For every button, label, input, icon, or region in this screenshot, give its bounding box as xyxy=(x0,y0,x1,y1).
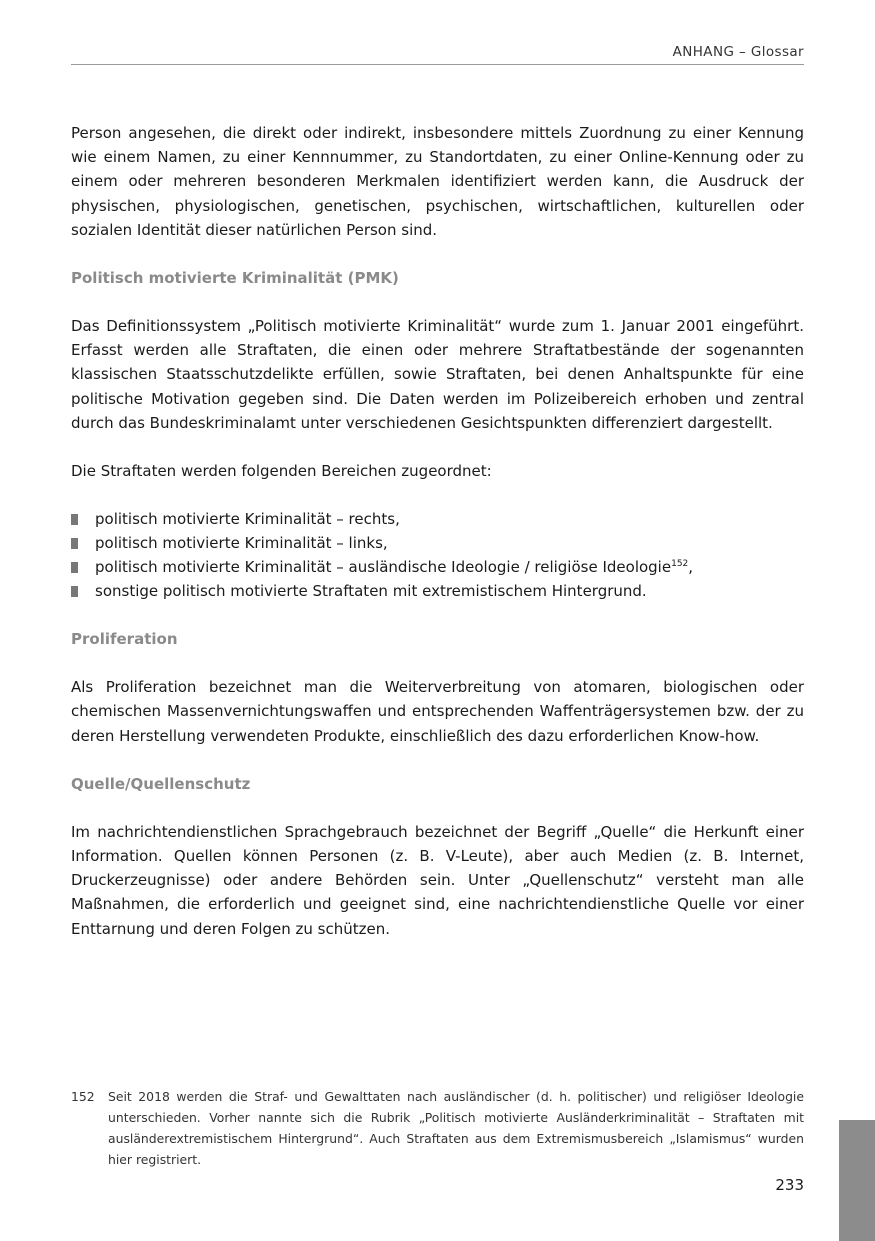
bullet-text: politisch motivierte Kriminalität – ausländische Ideologie / religiöse Ideologie xyxy=(95,558,672,577)
pmk-bullet-list xyxy=(71,507,804,603)
footnote-reference[interactable]: 152 xyxy=(671,559,689,570)
quelle-paragraph: Im nachrichtendienstlichen Sprachgebrauch bezeichnet der Begriff „Quelle“ die Herkunft einer Information. Quellen können Personen (z. B. V-Leute), aber auch Medien (z. B. Internet, Druckerzeugnisse) oder andere Behörden sein. Unter „Quellenschutz“ versteht man alle Maßnahmen, die erforderlich und geeignet sind, eine nachrichtendienstliche Quelle vor einer Enttarnung und deren Folgen zu schützen. xyxy=(71,822,804,938)
footnote-text: Seit 2018 werden die Straf- und Gewalttaten nach ausländischer (d. h. politischer) und religiöser Ideologie unterschieden. Vorher nannte sich die Rubrik „Politisch motivierte Ausländerkriminalität – Straftaten mit ausländerextremistischem Hintergrund“. Auch Straftaten aus dem Extremismusbereich „Islamismus“ wurden hier registriert. xyxy=(108,1089,804,1167)
list-item xyxy=(71,555,804,579)
spacer xyxy=(71,483,804,507)
page-content xyxy=(71,121,804,941)
bullet-square-icon xyxy=(71,586,78,597)
spacer xyxy=(71,603,804,627)
bullet-square-icon xyxy=(71,562,78,573)
page-number: 233 xyxy=(775,1176,804,1194)
spacer xyxy=(71,435,804,459)
spacer xyxy=(71,242,804,266)
spacer xyxy=(71,651,804,675)
list-item xyxy=(71,579,804,603)
bullet-square-icon xyxy=(71,538,78,549)
heading-quelle: Quelle/Quellenschutz xyxy=(71,774,251,793)
footnote-number: 152 xyxy=(71,1089,95,1104)
list-item xyxy=(71,507,804,531)
pmk-paragraph-1: Das Definitionssystem „Politisch motivierte Kriminalität“ wurde zum 1. Januar 2001 eingeführt. Erfasst werden alle Straftaten, die einen oder mehrere Straftatbestände der sogenannten klassischen Staatsschutzdelikte erfüllen, sowie Straftaten, bei denen Anhaltspunkte für eine politische Motivation gegeben sind. Die Daten werden im Polizeibereich erhoben und zentral durch das Bundeskriminalamt unter verschiedenen Gesichtspunkten differenziert dargestellt. xyxy=(71,317,804,432)
bullet-square-icon xyxy=(71,514,78,525)
footnote xyxy=(71,1086,804,1170)
heading-pmk: Politisch motivierte Kriminalität (PMK) xyxy=(71,269,399,288)
bullet-text: politisch motivierte Kriminalität – rechts, xyxy=(95,510,400,529)
intro-paragraph: Person angesehen, die direkt oder indirekt, insbesondere mittels Zuordnung zu einer Kennung wie einem Namen, zu einer Kennnummer, zu Standortdaten, zu einer Online-Kennung oder zu einem oder mehreren besonderen Merkmalen identifiziert werden kann, die Ausdruck der physischen, physiologischen, genetischen, psychischen, wirtschaftlichen, kulturellen oder sozialen Identität dieser natürlichen Person sind. xyxy=(71,124,804,239)
thumb-index-tab xyxy=(839,1120,875,1241)
pmk-paragraph-2: Die Straftaten werden folgenden Bereichen zugeordnet: xyxy=(71,462,492,481)
spacer xyxy=(71,796,804,820)
spacer xyxy=(71,290,804,314)
header-rule xyxy=(71,64,804,65)
heading-proliferation: Proliferation xyxy=(71,630,178,649)
spacer xyxy=(71,748,804,772)
proliferation-paragraph: Als Proliferation bezeichnet man die Weiterverbreitung von atomaren, biologischen oder chemischen Massenvernichtungswaffen und entsprechenden Waffenträgersystemen bzw. der zu deren Herstellung verwendeten Produkte, einschließlich des dazu erforderlichen Know-how. xyxy=(71,678,804,745)
bullet-suffix: , xyxy=(688,558,694,577)
list-item xyxy=(71,531,804,555)
bullet-text: sonstige politisch motivierte Straftaten mit extremistischem Hintergrund. xyxy=(95,582,647,601)
bullet-text: politisch motivierte Kriminalität – links, xyxy=(95,534,388,553)
running-head: ANHANG – Glossar xyxy=(672,44,804,60)
